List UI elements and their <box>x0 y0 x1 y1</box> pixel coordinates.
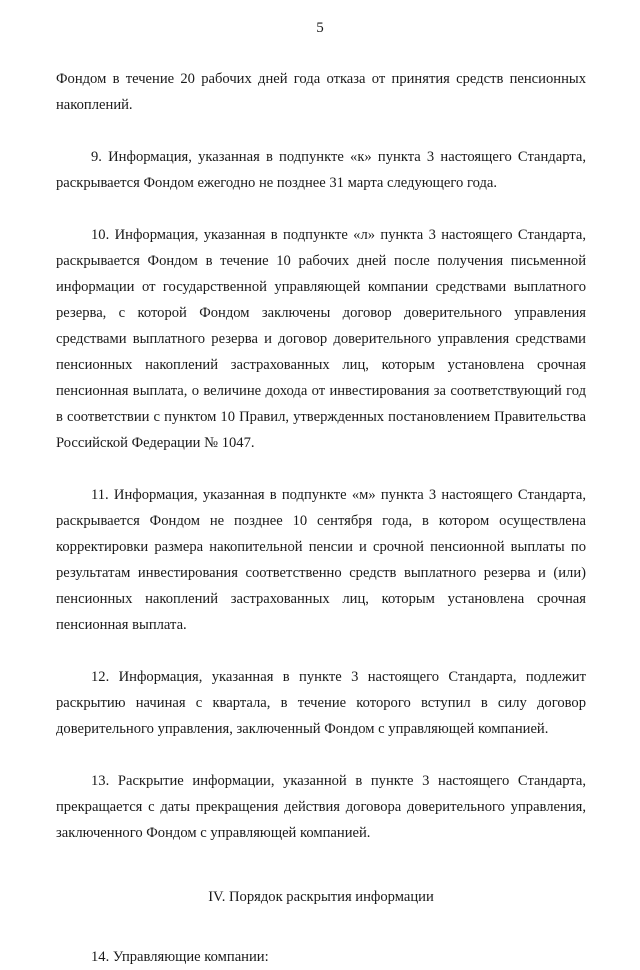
paragraph-10: 10. Информация, указанная в подпункте «л» пункта 3 настоящего Стандарта, раскрывается Фондом в течение 10 рабочих дней после получения письменной информации от государственной управляющей компании средствами выплатного резерва, с которой Фондом заключены договор доверительного управления средствами выплатного резерва и договор доверительного управления средствами пенсионных накоплений застрахованных лиц, которым установлена срочная пенсионная выплата, о величине дохода от инвестирования за соответствующий год в соответствии с пунктом 10 Правил, утвержденных постановлением Правительства Российской Федерации № 1047. <box>56 227 586 451</box>
page-number: 5 <box>316 20 324 36</box>
section-heading: IV. Порядок раскрытия информации <box>208 889 434 905</box>
paragraph-13: 13. Раскрытие информации, указанной в пункте 3 настоящего Стандарта, прекращается с даты прекращения действия договора доверительного управления, заключенного Фондом с управляющей компанией. <box>56 773 586 841</box>
document-body <box>56 66 586 970</box>
paragraph-11: 11. Информация, указанная в подпункте «м» пункта 3 настоящего Стандарта, раскрывается Фондом не позднее 10 сентября года, в котором осуществлена корректировки размера накопительной пенсии и срочной пенсионной выплаты по результатам инвестирования соответственно средств выплатного резерва и (или) пенсионных накоплений застрахованных лиц, которым установлена срочная пенсионная выплата. <box>56 487 586 633</box>
paragraph-12: 12. Информация, указанная в пункте 3 настоящего Стандарта, подлежит раскрытию начиная с квартала, в течение которого вступил в силу договор доверительного управления, заключенный Фондом с управляющей компанией. <box>56 669 586 737</box>
paragraph-9: 9. Информация, указанная в подпункте «к» пункта 3 настоящего Стандарта, раскрывается Фондом ежегодно не позднее 31 марта следующего года. <box>56 149 586 191</box>
paragraph-14: 14. Управляющие компании: <box>91 949 269 965</box>
paragraph-continuation: Фондом в течение 20 рабочих дней года отказа от принятия средств пенсионных накоплений. <box>56 71 586 113</box>
